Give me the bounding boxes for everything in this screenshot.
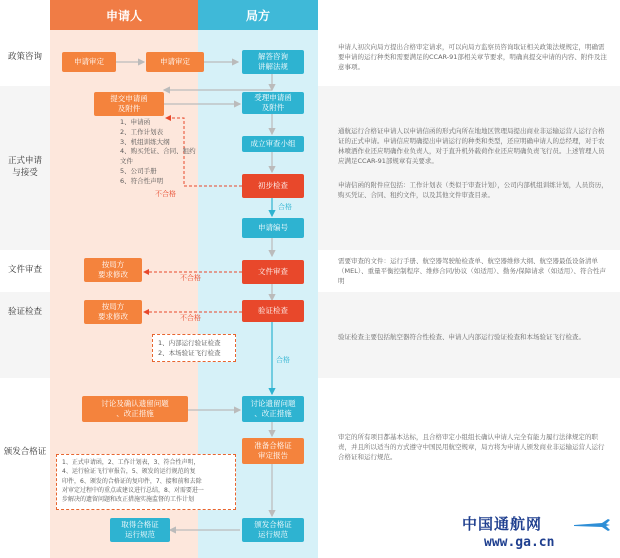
doc-review-box: 文件审查 (242, 260, 304, 284)
apply-review-box-2: 申请审定 (146, 52, 204, 72)
verify-check-box: 验证检查 (242, 300, 304, 322)
stage-policy: 政策咨询 (7, 52, 42, 63)
required-docs-list: 1、申请函 2、工作计划表 3、机组训练大纲 4、购买凭证、合同、租约文件 5、公司手册 6、符合性声明 (120, 118, 196, 185)
fail-label-doc: 不合格 (180, 274, 201, 282)
obtain-cert-box: 取得合格证 运行规范 (110, 518, 170, 542)
initial-check-box: 初步检查 (242, 174, 304, 198)
prepare-report-box: 准备合格证 审定报告 (242, 438, 304, 464)
fail-label-verify: 不合格 (180, 314, 201, 322)
stage-cert: 颁发合格证 (3, 447, 47, 458)
fail-label-initial: 不合格 (155, 190, 176, 198)
ga-logo (462, 513, 612, 555)
stage-apply: 正式申请 与接受 (7, 156, 42, 178)
logo-text: 中国通航网 (462, 515, 543, 533)
apply-number-box: 申请编号 (242, 218, 304, 238)
revise-box-1: 按局方 要求修改 (84, 258, 142, 282)
submit-letter-box: 提交申请函 及附件 (94, 92, 164, 116)
applicant-header: 申请人 (50, 0, 198, 30)
desc-verify: 验证检查主要包括航空器符合性检查、申请人内部运行验证检查和本场验证飞行检查。 (338, 333, 585, 341)
handle-letter-box: 受理申请函 及附件 (242, 92, 304, 114)
desc-attachments: 申请信函的附件应包括：工作计划表（类似于审查计划），公司内部机组训练计划，人员资历，购买凭证、合同、租约文件，以及其他文件审查目录。 (338, 181, 608, 200)
logo-url: www.ga.cn (484, 535, 555, 550)
stage-verify: 验证检查 (7, 307, 42, 318)
verify-items-box: 1、内部运行验证检查 2、本场验证飞行检查 (152, 334, 236, 362)
issue-cert-box: 颁发合格证 运行规范 (242, 518, 304, 542)
pass-label-verify: 合格 (276, 356, 290, 364)
authority-header: 局方 (198, 0, 318, 30)
discuss-issues-box: 讨论及确认遗留问题 、改正措施 (82, 396, 188, 422)
airplane-icon (572, 515, 612, 533)
desc-apply: 通航运行合格证申请人以申请信函的形式向所在地地区管理局提出商业非运输运营人运行合格证的正式申请。申请信应明确提出申请运行的种类和类型，还应明确申请人的总经理，对于农林喷洒作业还应明确作业负责人，对于直升机外载荷作业还应明确负责飞行员。上述管理人员应满足CCAR-91部规章有关要求。 (338, 127, 605, 166)
form-team-box: 成立审查小组 (242, 136, 304, 152)
policy-explain-box: 解答咨询 讲解法规 (242, 50, 304, 74)
cert-items-box: 1、正式申请函，2、工作计划表，3、符合性声明， 4、运行验证飞行审报告，5、颁发的运行规范的复 印件，6、颁发的合格证的复印件，7、接和前和去除 对审定过程中的重点或建议进行总结，8、对需要进一 步解决的遗留问题和改正措施实施监督的工作计划 (56, 454, 236, 510)
apply-review-box: 申请审定 (62, 52, 116, 72)
desc-policy: 申请人初次向局方提出合格审定请求，可以向局方监察员咨询取证相关政策法规规定，明确需要申请的运行种类和需要满足的CCAR-91部相关章节要求，明确真提交申请的内容、附件及注意事项。 (338, 43, 607, 72)
pass-label-initial: 合格 (278, 203, 292, 211)
discuss-fix-box: 讨论遗留问题 、改正措施 (242, 396, 304, 422)
desc-doc: 需要审查的文件：运行手册、航空器驾驶舱检查单、航空器维修大纲、航空器最低设备清单（MEL）、重量平衡控制程序、维修合同/协议（如适用）、勤务/保障请求（如适用）、符合性声明 (338, 257, 606, 286)
stage-doc: 文件审查 (7, 265, 42, 276)
desc-cert: 审定的所有项目都基本达标，且合格审定小组组长确认申请人完全有能力履行法律规定的职责，并且所以适当的方式遵守中国民用航空规章，局方将为申请人颁发商业非运输运营人运行合格证和运行规范。 (338, 433, 605, 462)
revise-box-2: 按局方 要求修改 (84, 300, 142, 324)
